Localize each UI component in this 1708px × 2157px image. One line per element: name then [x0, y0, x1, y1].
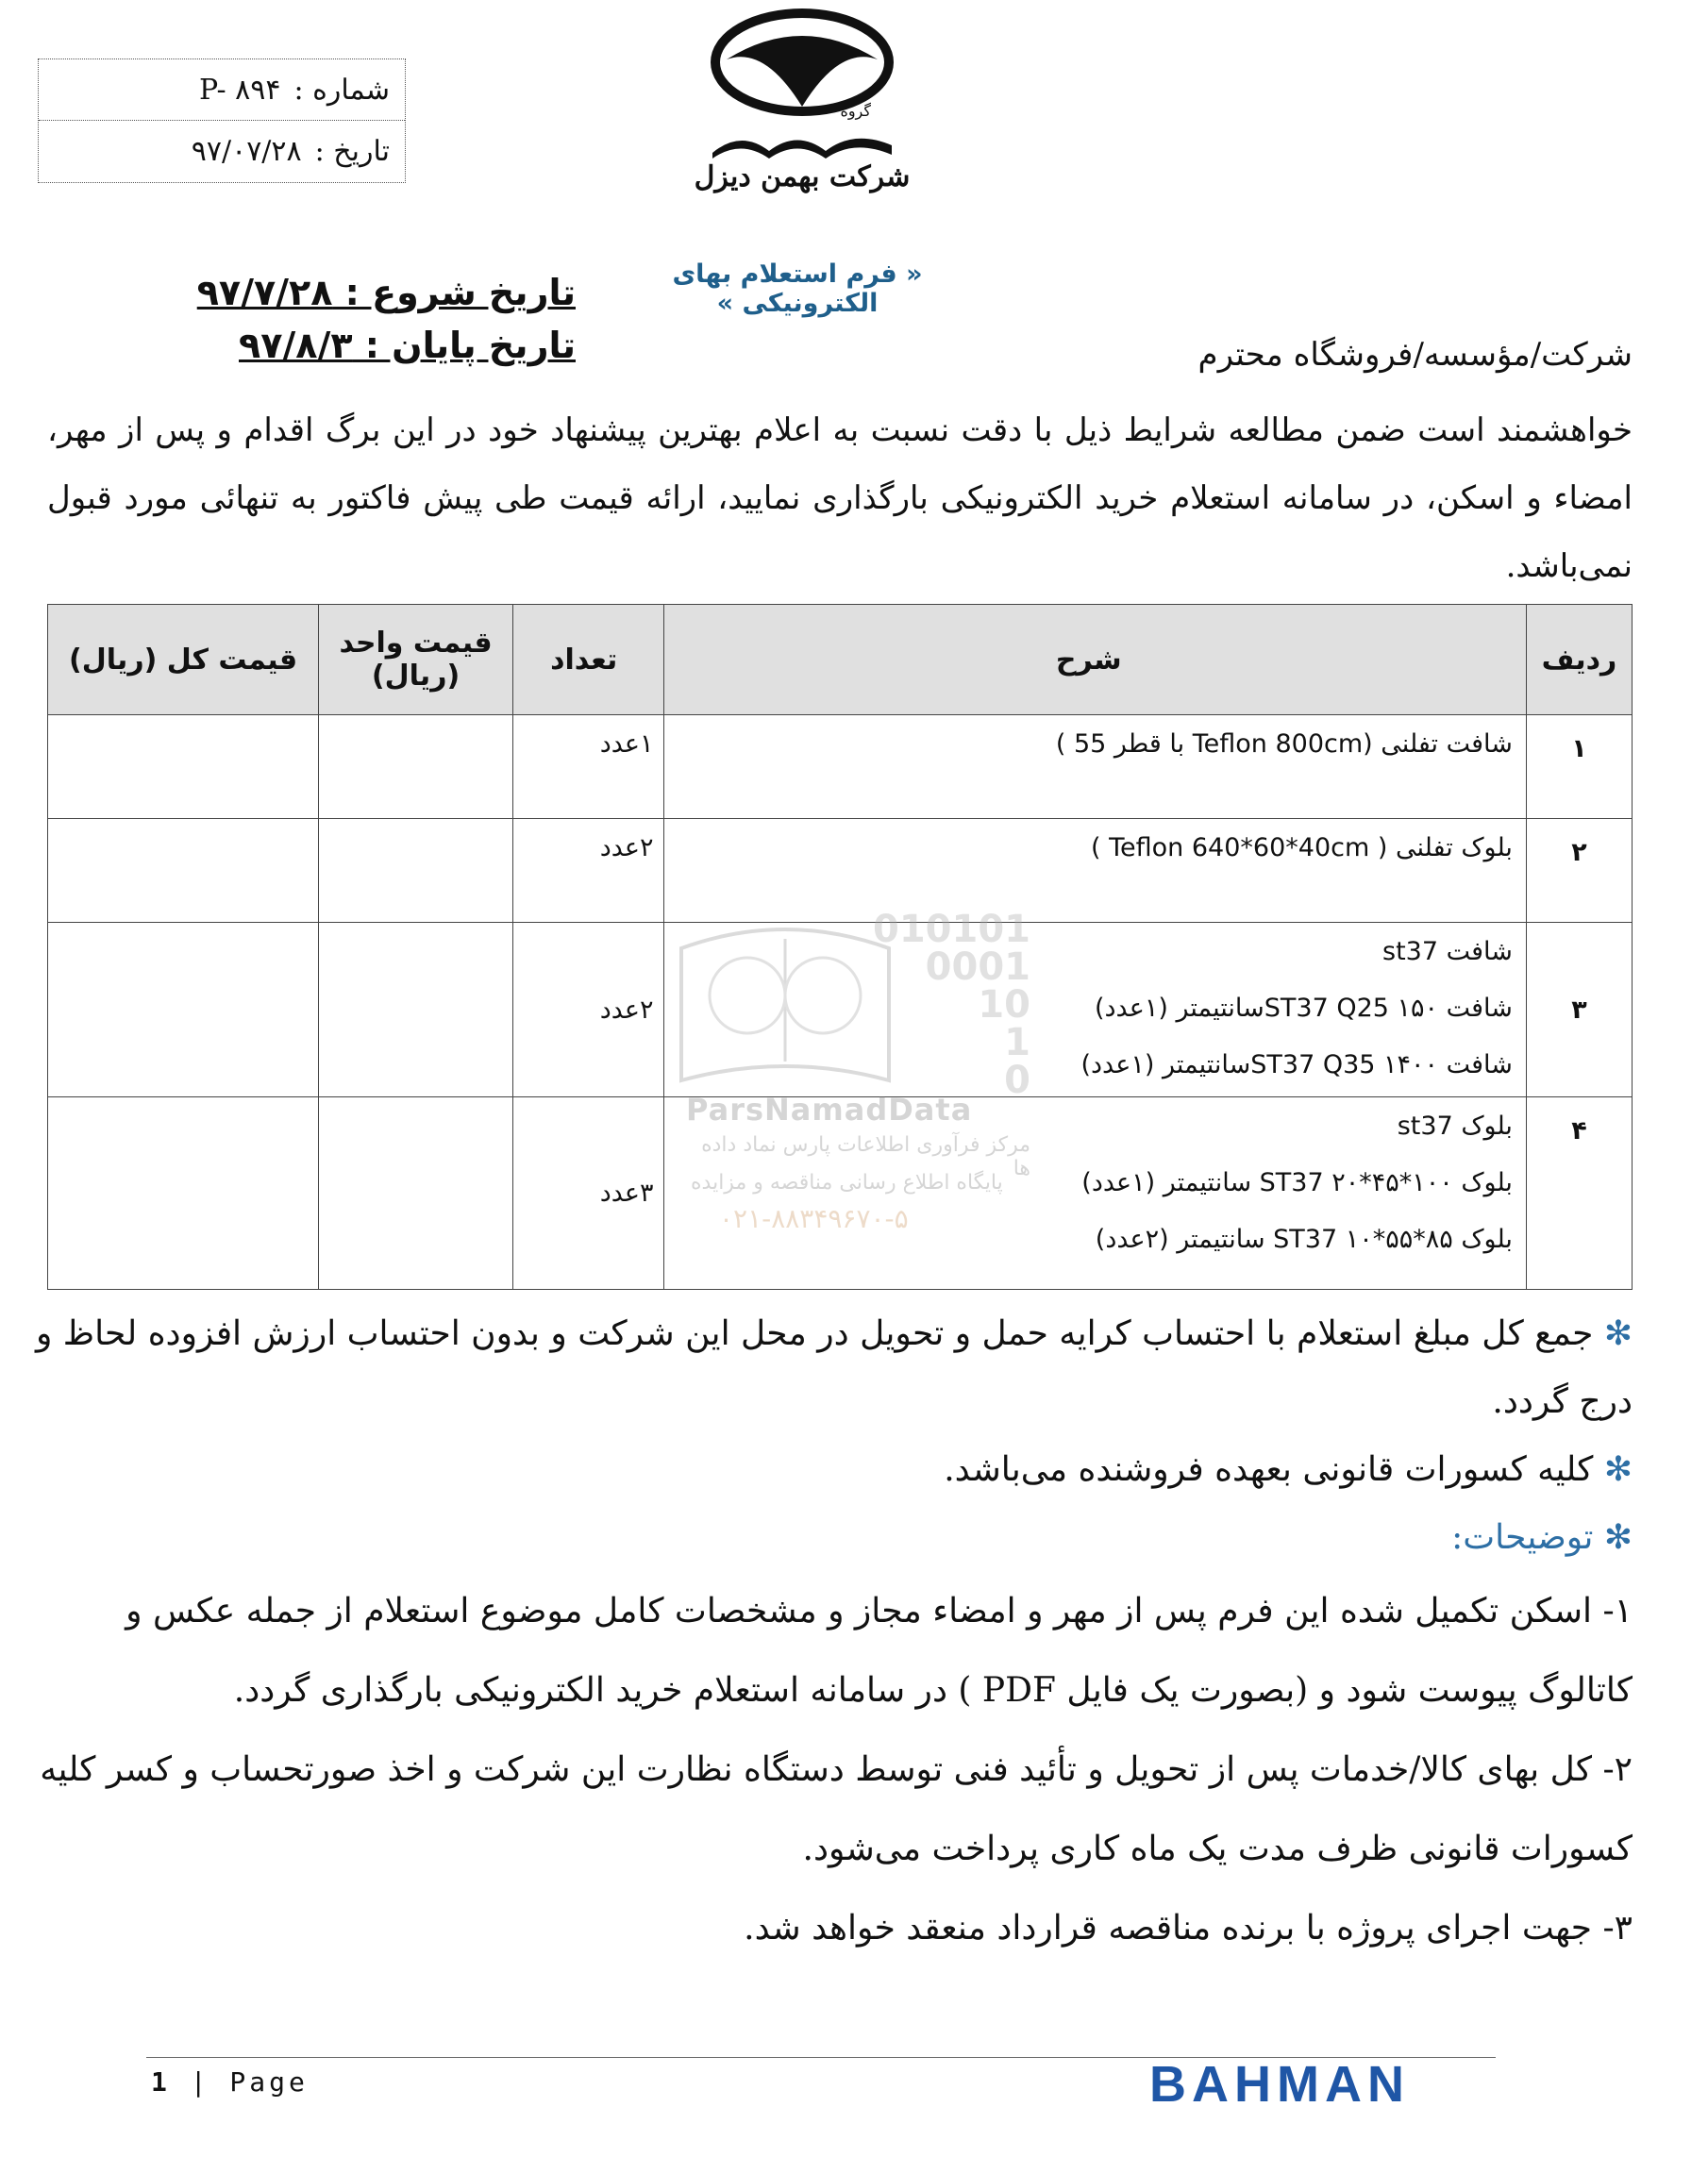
footer-brand: BAHMAN [1149, 2056, 1410, 2113]
note-2-text: کلیه کسورات قانونی بعهده فروشنده می‌باشد. [944, 1450, 1594, 1489]
unit-price-cell[interactable] [319, 819, 513, 923]
unit-price-cell[interactable] [319, 923, 513, 1097]
date-range [179, 266, 576, 372]
row-description [663, 923, 1526, 1097]
date-value: ۹۷/۰۷/۲۸ [191, 134, 302, 168]
page-footer [151, 2066, 309, 2098]
row-description [663, 715, 1526, 819]
unit-price-cell[interactable] [319, 715, 513, 819]
table-row [48, 819, 1633, 923]
row-number: ۱ [1526, 715, 1632, 819]
unit-price-cell[interactable] [319, 1097, 513, 1290]
asterisk-icon: ✻ [1593, 1518, 1633, 1557]
asterisk-icon: ✻ [1593, 1314, 1633, 1353]
row-number: ۲ [1526, 819, 1632, 923]
description-line: بلوک st37 [1397, 1112, 1513, 1141]
header-unit-price: قیمت واحد (ریال) [319, 605, 513, 715]
salutation: شرکت/مؤسسه/فروشگاه محترم [1197, 336, 1633, 374]
total-price-cell[interactable] [48, 715, 319, 819]
description-line: شافت ST37 Q35 ۱۴۰۰سانتیمتر (۱عدد) [1080, 1050, 1513, 1079]
watermark-phone: ۰۲۱-۸۸۳۴۹۶۷۰-۵ [719, 1203, 909, 1234]
form-title: « فرم استعلام بهای الکترونیکی » [672, 259, 923, 318]
row-quantity: ۳عدد [599, 1179, 654, 1208]
logo-group-text: گروه [840, 102, 871, 120]
note-2 [28, 1436, 1633, 1504]
date-row [39, 121, 405, 181]
explanation-item-1: ۱- اسکن تکمیل شده این فرم پس از مهر و امضاء مجاز و مشخصات کامل موضوع استعلام از جمله عکس و کاتالوگ پیوست شود و (بصورت یک فایل PDF ) در سامانه استعلام خرید الکترونیکی بارگذاری گردد. [126, 1592, 1633, 1710]
row-description [663, 819, 1526, 923]
intro-paragraph: خواهشمند است ضمن مطالعه شرایط ذیل با دقت نسبت به اعلام بهترین پیشنهاد خود در این برگ اقدام و پس از مهر، امضاء و اسکن، در سامانه استعلام خرید الکترونیکی بارگذاری نمایید، ارائه قیمت طی پیش فاکتور به تنهائی مورد قبول نمی‌باشد. [47, 411, 1633, 585]
table-row [48, 923, 1633, 1097]
explanations-heading [28, 1504, 1633, 1572]
page-number: 1 [151, 2066, 171, 2098]
reference-box [38, 59, 406, 183]
explanation-item-3: ۳- جهت اجرای پروژه با برنده مناقصه قرارداد منعقد خواهد شد. [744, 1909, 1633, 1948]
watermark-line1: مرکز فرآوری اطلاعات پارس نماد داده ها [701, 1133, 1030, 1180]
table-header-row [48, 605, 1633, 715]
explanations-label: توضیحات: [1451, 1518, 1594, 1557]
table-row [48, 1097, 1633, 1290]
description-line: بلوک ST37 ۲۰*۴۵*۱۰۰ سانتیمتر (۱عدد) [1081, 1168, 1513, 1197]
watermark-binary: 010101 0001 10 1 0 [873, 908, 1030, 1102]
logo-company-name: شرکت بهمن دیزل [694, 160, 911, 193]
row-quantity: ۲عدد [599, 833, 654, 862]
header-description: شرح [663, 605, 1526, 715]
watermark-brand: ParsNamadData [686, 1092, 973, 1128]
notes-section [28, 1300, 1633, 1968]
company-logo [694, 8, 911, 196]
number-label: شماره : [293, 73, 390, 107]
end-date: تاریخ پایان : ۹۷/۸/۳ [239, 325, 576, 366]
description-line: بلوک ST37 ۱۰*۵۵*۸۵ سانتیمتر (۲عدد) [1095, 1225, 1513, 1254]
total-price-cell[interactable] [48, 1097, 319, 1290]
table-row [48, 715, 1633, 819]
total-price-cell[interactable] [48, 819, 319, 923]
description-line: شافت st37 [1382, 937, 1513, 966]
explanation-item-2: ۲- کل بهای کالا/خدمات پس از تحویل و تأئید فنی توسط دستگاه نظارت این شرکت و اخذ صورتحساب و کسر کلیه کسورات قانونی ظرف مدت یک ماه کاری پرداخت می‌شود. [40, 1750, 1633, 1868]
note-1-text: جمع کل مبلغ استعلام با احتساب کرایه حمل و تحویل در محل این شرکت و بدون احتساب ارزش افزوده لحاظ و درج گردد. [35, 1314, 1633, 1421]
row-number: ۴ [1526, 1097, 1632, 1290]
description-line: شافت ST37 Q25 ۱۵۰سانتیمتر (۱عدد) [1094, 994, 1513, 1023]
header-row-number: ردیف [1526, 605, 1632, 715]
header-quantity: تعداد [512, 605, 663, 715]
description-line: شافت تفلنی (Teflon 800cm با قطر 55 ) [1055, 729, 1513, 759]
description-line: بلوک تفلنی ( Teflon 640*60*40cm ) [1091, 833, 1513, 862]
row-number: ۳ [1526, 923, 1632, 1097]
number-value: P- ۸۹۴ [198, 73, 281, 107]
header-total-price: قیمت کل (ریال) [48, 605, 319, 715]
note-1 [28, 1300, 1633, 1436]
start-date: تاریخ شروع : ۹۷/۷/۲۸ [196, 272, 576, 313]
watermark-line2: پایگاه اطلاع رسانی مناقصه و مزایده [691, 1171, 1003, 1195]
date-label: تاریخ : [314, 134, 390, 168]
bahman-wordmark-icon [703, 125, 901, 162]
page-word: | Page [190, 2066, 309, 2098]
row-quantity: ۱عدد [599, 729, 654, 759]
asterisk-icon: ✻ [1593, 1450, 1633, 1489]
number-row [39, 59, 405, 121]
row-description [663, 1097, 1526, 1290]
total-price-cell[interactable] [48, 923, 319, 1097]
items-table [47, 604, 1633, 1290]
row-quantity: ۲عدد [599, 995, 654, 1025]
